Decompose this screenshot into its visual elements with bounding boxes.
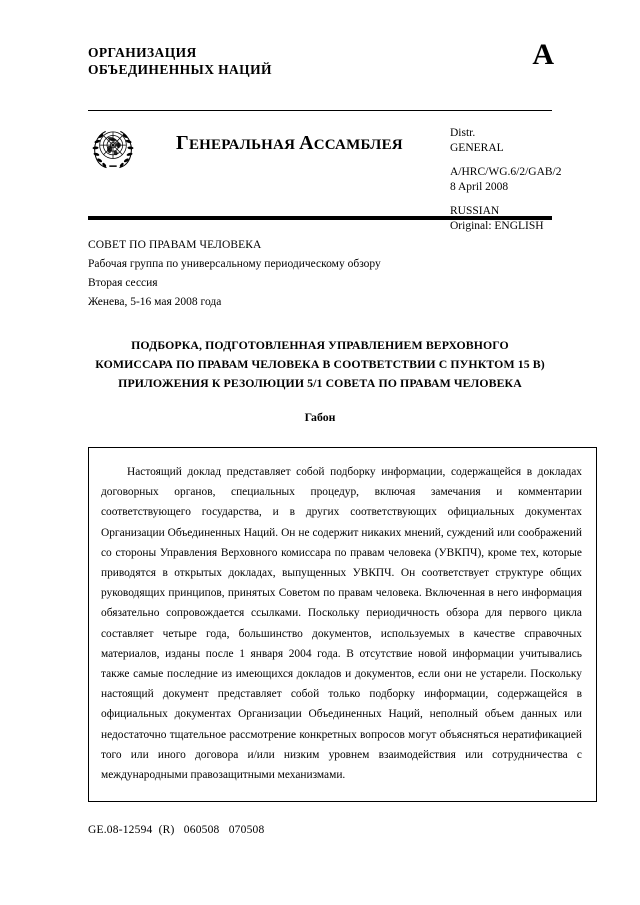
page-title-line-2: КОМИССАРА ПО ПРАВАМ ЧЕЛОВЕКА В СООТВЕТСТВИИ С ПУНКТОМ 15 В)	[95, 357, 545, 371]
council-body-name: СОВЕТ ПО ПРАВАМ ЧЕЛОВЕКА	[88, 239, 262, 251]
organ-band	[88, 120, 562, 232]
organ-title	[176, 132, 403, 155]
organization-name	[88, 44, 552, 78]
council-venue-dates: Женева, 5-16 мая 2008 года	[88, 296, 222, 308]
distribution-value: GENERAL	[450, 141, 504, 154]
page-title	[88, 336, 552, 393]
distribution-spacer-2	[450, 194, 562, 204]
organ-title-cap-2: А	[299, 132, 314, 154]
page-title-line-1: ПОДБОРКА, ПОДГОТОВЛЕННАЯ УПРАВЛЕНИЕМ ВЕРХОВНОГО	[131, 338, 509, 352]
council-session: Вторая сессия	[88, 277, 158, 289]
organization-name-line2: ОБЪЕДИНЕННЫХ НАЦИЙ	[88, 62, 272, 77]
un-emblem	[90, 124, 136, 170]
organ-title-cap-1: Г	[176, 132, 189, 154]
document-language: RUSSIAN	[450, 205, 500, 217]
abstract-text: Настоящий доклад представляет собой подборку информации, содержащейся в докладах договорных органов, специальных процедур, включая замечания и комментарии соответствующего государства, и в других соответствующих официальных документах Организации Объединенных Наций. Он не содержит никаких мнений, суждений или соображений со стороны Управления Верховного комиссара по правам человека (УВКПЧ), кроме тех, которые приводятся в открытых докладах, выпущенных УВКПЧ. Он соответствует структуре общих руководящих принципов, принятых Советом по правам человека. Включенная в него информация обязательно сопровождается ссылками. Поскольку периодичность обзора для первого цикла составляет четыре года, большинство документов, используемых в качестве справочных материалов, изданы после 1 января 2004 года. В отсутствие новой информации учитывались также самые последние из имеющихся докладов и документов, если они не устарели. Поскольку настоящий документ представляет собой только подборку информации, содержащейся в официальных документах Организации Объединенных Наций, неполный объем данных или недостаточно тщательное рассмотрение конкретных вопросов могут объясняться нератификацией того или иного договора и/или низким уровнем взаимодействия или сотрудничества с международными правозащитными механизмами.	[101, 466, 582, 782]
distribution-spacer-1	[450, 155, 562, 165]
country-name: Габон	[304, 410, 336, 424]
document-symbol: A/HRC/WG.6/2/GAB/2	[450, 166, 562, 178]
organ-title-part-2: ССАМБЛЕЯ	[313, 137, 403, 153]
distribution-label: Distr.	[450, 127, 476, 139]
organization-name-line1: ОРГАНИЗАЦИЯ	[88, 45, 197, 60]
organ-title-part-1: ЕНЕРАЛЬНАЯ	[188, 137, 300, 153]
masthead-divider-rule	[88, 110, 552, 111]
masthead	[88, 0, 552, 100]
document-series-letter: A	[532, 38, 554, 71]
document-date: 8 April 2008	[450, 180, 509, 193]
abstract-box	[88, 447, 597, 802]
page-title-line-3: ПРИЛОЖЕНИЯ К РЕЗОЛЮЦИИ 5/1 СОВЕТА ПО ПРАВАМ ЧЕЛОВЕКА	[118, 376, 522, 390]
council-working-group: Рабочая группа по универсальному периодическому обзору	[88, 258, 381, 270]
footer-job-number: GE.08-12594 (R) 060508 070508	[88, 824, 265, 836]
distribution-block	[450, 126, 562, 233]
document-original-language: Original: ENGLISH	[450, 219, 544, 232]
council-heading	[88, 236, 552, 312]
